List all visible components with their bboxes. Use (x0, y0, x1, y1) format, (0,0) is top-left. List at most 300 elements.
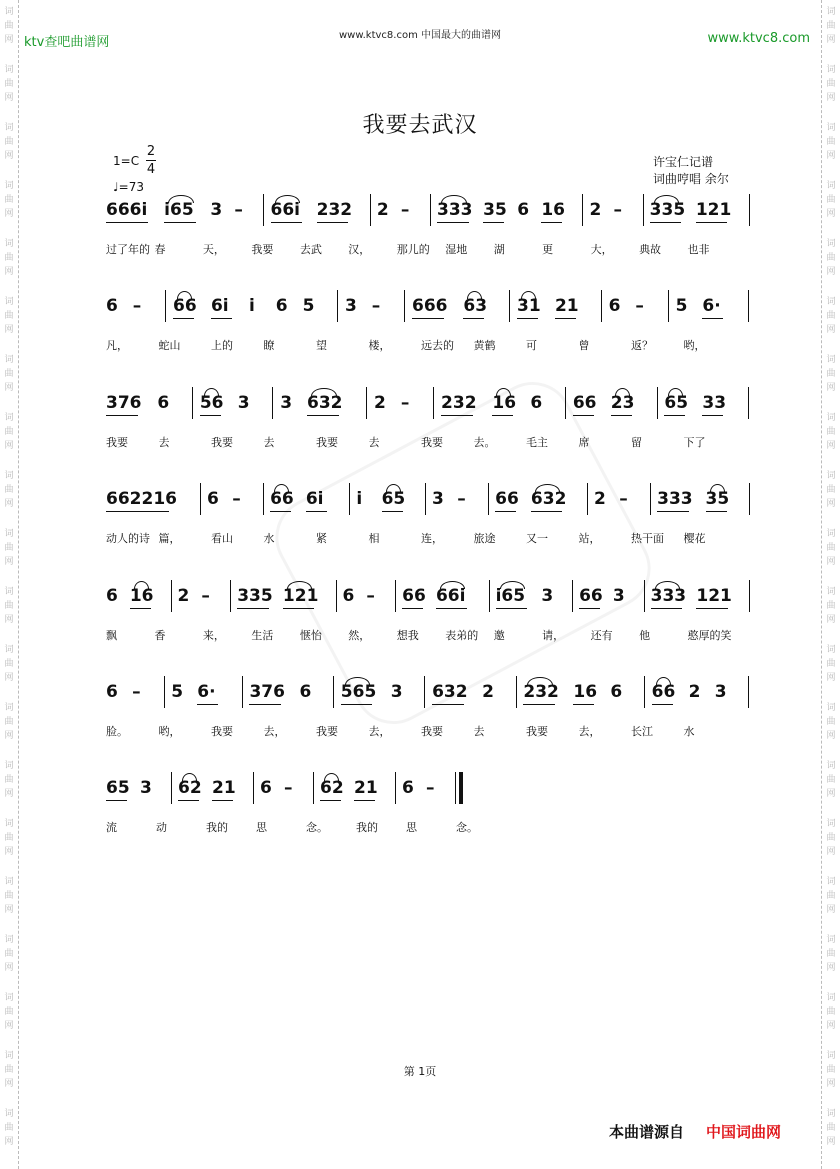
beam-underline (306, 511, 327, 512)
watermark-glyph: 词 (4, 877, 14, 887)
barline (171, 772, 172, 804)
beam-underline (652, 704, 673, 705)
beam-underline (200, 415, 221, 416)
note-group: 6 (517, 200, 530, 220)
note-group: 6 (342, 586, 355, 606)
note-group: 66i (435, 586, 466, 606)
watermark-glyph: 网 (826, 499, 836, 509)
barline (192, 387, 193, 419)
note-group: 632 (307, 393, 343, 413)
slur-arc (668, 388, 683, 396)
watermark-glyph: 曲 (4, 427, 14, 437)
watermark-glyph: 曲 (826, 717, 836, 727)
lyric-syllable: 望 (316, 339, 327, 352)
beam-underline (496, 608, 528, 609)
beam-underline (402, 608, 423, 609)
watermark-glyph: 网 (4, 499, 14, 509)
watermark-glyph: 词 (826, 935, 836, 945)
dash-extension: – (232, 489, 241, 509)
note-group: 66 (572, 393, 597, 413)
beam-underline (437, 222, 469, 223)
lyric-syllable: 连， (421, 532, 443, 545)
lyric-syllable: 去， (263, 725, 286, 738)
lyric-syllable: 我的 (356, 821, 378, 834)
dash-extension: – (635, 296, 644, 316)
note-group: 3 (390, 682, 403, 702)
note-group: 666 (412, 296, 448, 316)
note-group: 2 (589, 200, 602, 220)
beam-underline (702, 415, 723, 416)
lyric-syllable: 动人的诗 (106, 532, 150, 545)
barline (657, 387, 658, 419)
beam-underline (106, 415, 138, 416)
lyric-syllable: 也非 (687, 243, 710, 256)
watermark-glyph: 网 (826, 325, 836, 335)
slur-arc (177, 291, 192, 299)
watermark-glyph: 词 (4, 7, 14, 17)
watermark-glyph: 网 (4, 731, 14, 741)
lyric-syllable: 我的 (206, 821, 228, 834)
lyric-syllable: 去 (473, 725, 485, 738)
lyric-syllable: 那儿的 (396, 243, 430, 256)
barline (572, 580, 573, 612)
lyric-syllable: 水 (683, 725, 695, 738)
watermark-glyph: 曲 (4, 137, 14, 147)
note-group: 65 (664, 393, 689, 413)
watermark-glyph: 曲 (4, 1123, 14, 1133)
barline (164, 676, 165, 708)
lyric-syllable: 我要 (211, 436, 233, 449)
lyric-syllable: 紧 (316, 532, 327, 545)
watermark-glyph: 曲 (4, 717, 14, 727)
slur-arc (274, 484, 289, 492)
lyric-syllable: 上的 (211, 339, 233, 352)
lyric-syllable: 去， (368, 725, 391, 738)
barline (644, 676, 645, 708)
lyric-syllable: 可 (526, 339, 537, 352)
lyric-syllable: 大， (590, 243, 613, 256)
lyric-syllable: 典故 (639, 243, 662, 256)
note-group: 232 (523, 682, 559, 702)
note-group: 66 (402, 586, 426, 606)
source-label: 本曲谱源自 (609, 1123, 685, 1141)
watermark-glyph: 词 (826, 65, 836, 75)
beam-underline (283, 608, 315, 609)
watermark-glyph: 词 (826, 819, 836, 829)
note-group: 232 (441, 393, 477, 413)
watermark-glyph: 词 (826, 1051, 836, 1061)
lyric-syllable: 去 (158, 436, 170, 449)
note-group: 6i (305, 489, 324, 509)
watermark-glyph: 网 (826, 35, 836, 45)
watermark-glyph: 词 (826, 877, 836, 887)
note-group: 63 (463, 296, 488, 316)
slur-arc (656, 677, 671, 685)
barline (587, 483, 588, 515)
note-group: 66i (270, 200, 300, 220)
beam-underline (483, 222, 504, 223)
watermark-glyph: 网 (826, 789, 836, 799)
barline (565, 387, 566, 419)
slur-arc (500, 581, 526, 589)
note-group: i65 (495, 586, 526, 606)
note-group: 3 (541, 586, 554, 606)
note-group: 6 (106, 586, 118, 606)
watermark-glyph: 曲 (826, 195, 836, 205)
lyric-syllable: 流 (106, 821, 117, 834)
lyric-syllable: 旅途 (473, 532, 496, 545)
dash-extension: – (234, 200, 243, 220)
watermark-glyph: 曲 (826, 485, 836, 495)
watermark-glyph: 网 (826, 557, 836, 567)
watermark-glyph: 词 (4, 703, 14, 713)
note-group: 5 (171, 682, 184, 702)
lyric-syllable: 楼， (368, 339, 391, 352)
barline (425, 483, 426, 515)
watermark-glyph: 词 (4, 355, 14, 365)
barline (748, 387, 749, 419)
watermark-glyph: 网 (826, 731, 836, 741)
slur-arc (440, 581, 466, 589)
watermark-glyph: 网 (826, 151, 836, 161)
lyric-syllable: 然， (348, 629, 371, 642)
lyric-syllable: 脸。 (106, 725, 128, 738)
watermark-glyph: 曲 (826, 659, 836, 669)
beam-underline (531, 511, 563, 512)
barline (313, 772, 314, 804)
lyric-syllable: 更 (542, 243, 554, 256)
lyric-syllable: 表弟的 (445, 629, 479, 642)
note-group: 565 (340, 682, 377, 702)
watermark-glyph: 曲 (4, 369, 14, 379)
note-group: 31 (516, 296, 541, 316)
beam-underline (173, 318, 194, 319)
watermark-glyph: 曲 (826, 79, 836, 89)
lyric-syllable: 水 (263, 532, 275, 545)
header-left-site[interactable]: ktv查吧曲谱网 (24, 35, 110, 50)
lyric-syllable: 邀 (493, 629, 505, 642)
watermark-glyph: 网 (826, 1137, 836, 1147)
note-group: 21 (212, 778, 236, 798)
lyric-syllable: 蛇山 (158, 339, 181, 352)
watermark-glyph: 曲 (4, 1065, 14, 1075)
note-group: 3 (280, 393, 293, 413)
barline (171, 580, 172, 612)
note-group: 632 (432, 682, 468, 702)
watermark-glyph: 词 (4, 239, 14, 249)
beam-underline (573, 415, 594, 416)
lyric-syllable: 站， (578, 532, 601, 545)
watermark-glyph: 词 (4, 65, 14, 75)
meter-bottom: 4 (146, 162, 156, 177)
meter-top: 2 (146, 144, 156, 159)
beam-underline (212, 800, 233, 801)
beam-underline (130, 608, 151, 609)
note-group: 56 (199, 393, 224, 413)
watermark-glyph: 网 (4, 789, 14, 799)
beam-underline (178, 800, 199, 801)
watermark-glyph: 网 (4, 209, 14, 219)
credit-notation: 许宝仁记谱 (653, 155, 714, 169)
watermark-glyph: 网 (4, 151, 14, 161)
page-number: 第 1页 (403, 1065, 437, 1078)
slur-arc (311, 388, 337, 396)
note-group: 16 (541, 200, 565, 220)
barline (749, 483, 750, 515)
note-group: 21 (554, 296, 579, 316)
watermark-glyph: 曲 (826, 1123, 836, 1133)
lyric-syllable: 曾 (578, 339, 590, 352)
lyric-syllable: 去武 (299, 243, 322, 256)
note-group: 6 (402, 778, 414, 798)
lyric-syllable: 黄鹤 (473, 339, 496, 352)
lyric-syllable: 我要 (106, 436, 128, 449)
watermark-glyph: 曲 (4, 311, 14, 321)
beam-underline (492, 415, 513, 416)
note-group: 333 (650, 586, 687, 606)
beam-underline (573, 704, 594, 705)
barline (433, 387, 434, 419)
watermark-glyph: 网 (4, 93, 14, 103)
lyric-syllable: 天， (202, 243, 225, 256)
beam-underline (441, 415, 473, 416)
note-group: i (356, 489, 363, 509)
watermark-glyph: 词 (826, 471, 836, 481)
lyric-syllable: 生活 (251, 629, 274, 642)
note-group: 6i (210, 296, 229, 316)
beam-underline (696, 222, 728, 223)
note-group: 16 (573, 682, 598, 702)
beam-underline (211, 318, 232, 319)
watermark-glyph: 词 (826, 587, 836, 597)
watermark-glyph: 曲 (4, 195, 14, 205)
beam-underline (517, 318, 538, 319)
lyric-syllable: 我要 (526, 725, 548, 738)
note-group: 23 (610, 393, 635, 413)
barline (242, 676, 243, 708)
lyric-syllable: 去 (263, 436, 275, 449)
watermark-glyph: 词 (4, 181, 14, 191)
lyric-syllable: 去。 (473, 436, 496, 449)
lyric-syllable: 留 (631, 436, 642, 449)
watermark-glyph: 曲 (826, 137, 836, 147)
watermark-glyph: 词 (826, 993, 836, 1003)
lyric-syllable: 我要 (251, 243, 274, 256)
barline (601, 290, 602, 322)
slur-arc (496, 388, 511, 396)
note-group: 376 (249, 682, 285, 702)
lyric-syllable: 相 (368, 532, 380, 545)
watermark-glyph: 曲 (4, 833, 14, 843)
source-credit (609, 1121, 781, 1142)
note-group: 3 (432, 489, 444, 509)
note-group: 66 (495, 489, 519, 509)
beam-underline (320, 800, 341, 801)
watermark-glyph: 网 (4, 441, 14, 451)
watermark-glyph: 网 (4, 1021, 14, 1031)
source-site-link[interactable]: 中国词曲网 (706, 1123, 782, 1141)
watermark-glyph: 曲 (826, 543, 836, 553)
barline (748, 290, 749, 322)
note-group: 35 (483, 200, 507, 220)
tempo-marking: ♩=73 (113, 180, 144, 194)
watermark-glyph: 网 (4, 267, 14, 277)
header-right-site[interactable]: www.ktvc8.com (707, 31, 810, 46)
note-group: 66 (651, 682, 676, 702)
note-group: 6 (610, 682, 623, 702)
note-group: 3 (237, 393, 250, 413)
barline (395, 772, 396, 804)
note-group: 376 (106, 393, 142, 413)
credit-author: 词曲哼唱 余尔 (653, 172, 729, 186)
watermark-glyph: 网 (826, 847, 836, 857)
lyric-syllable: 去， (578, 725, 601, 738)
slur-arc (655, 581, 681, 589)
beam-underline (702, 318, 723, 319)
barline (366, 387, 367, 419)
lyric-syllable: 来， (202, 629, 225, 642)
barline (749, 194, 750, 226)
note-group: 66 (173, 296, 197, 316)
watermark-glyph: 词 (826, 297, 836, 307)
beam-underline (579, 608, 600, 609)
watermark-glyph: 词 (826, 355, 836, 365)
barline (748, 676, 749, 708)
lyric-syllable: 又一 (526, 532, 548, 545)
note-group: 121 (696, 586, 732, 606)
dash-extension: – (371, 296, 381, 316)
note-group: 6 (530, 393, 543, 413)
watermark-glyph: 网 (4, 905, 14, 915)
barline (230, 580, 231, 612)
dash-extension: – (366, 586, 375, 606)
lyric-syllable: 还有 (590, 629, 613, 642)
watermark-glyph: 曲 (826, 1007, 836, 1017)
watermark-glyph: 词 (826, 645, 836, 655)
header-center-site[interactable]: www.ktvc8.com 中国最大的曲谱网 (338, 30, 501, 41)
watermark-glyph: 网 (826, 905, 836, 915)
watermark-glyph: 网 (826, 1021, 836, 1031)
lyric-syllable: 过了年的 (106, 243, 150, 256)
beam-underline (706, 511, 727, 512)
final-barline (455, 772, 456, 804)
dash-extension: – (201, 586, 210, 606)
slur-arc (615, 388, 630, 396)
watermark-glyph: 曲 (826, 21, 836, 31)
note-group: 6 (206, 489, 219, 509)
watermark-glyph: 曲 (4, 891, 14, 901)
watermark-glyph: 网 (4, 847, 14, 857)
beam-underline (555, 318, 576, 319)
note-group: 3 (612, 586, 625, 606)
lyric-syllable: 去 (368, 436, 380, 449)
note-group: 3 (714, 682, 727, 702)
beam-underline (249, 704, 281, 705)
barline (582, 194, 583, 226)
slur-arc (275, 195, 301, 203)
slur-arc (287, 581, 313, 589)
watermark-glyph: 网 (4, 325, 14, 335)
barline (430, 194, 431, 226)
watermark-glyph: 词 (4, 123, 14, 133)
watermark-glyph: 词 (4, 761, 14, 771)
dash-extension: – (400, 200, 410, 220)
beam-underline (354, 800, 375, 801)
lyric-syllable: 香 (154, 629, 166, 642)
dash-extension: – (619, 489, 628, 509)
note-group: 21 (354, 778, 378, 798)
note-group: 3 (210, 200, 223, 220)
note-group: i65 (164, 200, 194, 220)
watermark-glyph: 网 (826, 963, 836, 973)
beam-underline (657, 511, 689, 512)
watermark-glyph: 曲 (826, 775, 836, 785)
watermark-glyph: 词 (4, 587, 14, 597)
beam-underline (106, 511, 169, 512)
watermark-glyph: 曲 (4, 601, 14, 611)
beam-underline (197, 704, 218, 705)
watermark-glyph: 网 (4, 35, 14, 45)
watermark-glyph: 词 (826, 1109, 836, 1119)
note-group: 65 (381, 489, 406, 509)
note-group: 2 (374, 393, 386, 413)
lyric-syllable: 返？ (631, 339, 653, 352)
barline (333, 676, 334, 708)
watermark-glyph: 网 (826, 615, 836, 625)
dash-extension: – (284, 778, 293, 798)
watermark-glyph: 网 (826, 1079, 836, 1089)
watermark-glyph: 曲 (826, 949, 836, 959)
slur-arc (345, 677, 371, 685)
watermark-glyph: 词 (4, 935, 14, 945)
dash-extension: – (400, 393, 410, 413)
beam-underline (412, 318, 444, 319)
beam-underline (271, 222, 303, 223)
lyric-syllable: 热干面 (631, 532, 664, 545)
watermark-glyph: 词 (826, 123, 836, 133)
watermark-glyph: 曲 (4, 253, 14, 263)
watermark-glyph: 词 (4, 1051, 14, 1061)
beam-underline (650, 222, 682, 223)
beam-underline (463, 318, 484, 319)
lyric-syllable: 我要 (421, 725, 443, 738)
note-group: 232 (316, 200, 353, 220)
beam-underline (541, 222, 562, 223)
barline (404, 290, 405, 322)
beam-underline (432, 704, 464, 705)
note-group: i (248, 296, 255, 316)
slur-arc (710, 484, 725, 492)
watermark-glyph: 词 (4, 471, 14, 481)
watermark-glyph: 曲 (4, 543, 14, 553)
note-group: 6 (275, 296, 288, 316)
slur-arc (467, 291, 482, 299)
lyric-syllable: 长江 (631, 725, 653, 738)
note-group: 62 (320, 778, 344, 798)
watermark-glyph: 网 (4, 615, 14, 625)
lyric-syllable: 下了 (683, 436, 706, 449)
note-group: 66 (270, 489, 294, 509)
dash-extension: – (132, 296, 142, 316)
note-group: 335 (237, 586, 273, 606)
slur-arc (521, 291, 536, 299)
watermark-glyph: 词 (4, 819, 14, 829)
note-group: 2 (376, 200, 389, 220)
lyric-syllable: 动 (156, 821, 167, 834)
watermark-glyph: 网 (4, 673, 14, 683)
lyric-syllable: 篇， (158, 532, 181, 545)
note-group: 666i (106, 200, 148, 220)
